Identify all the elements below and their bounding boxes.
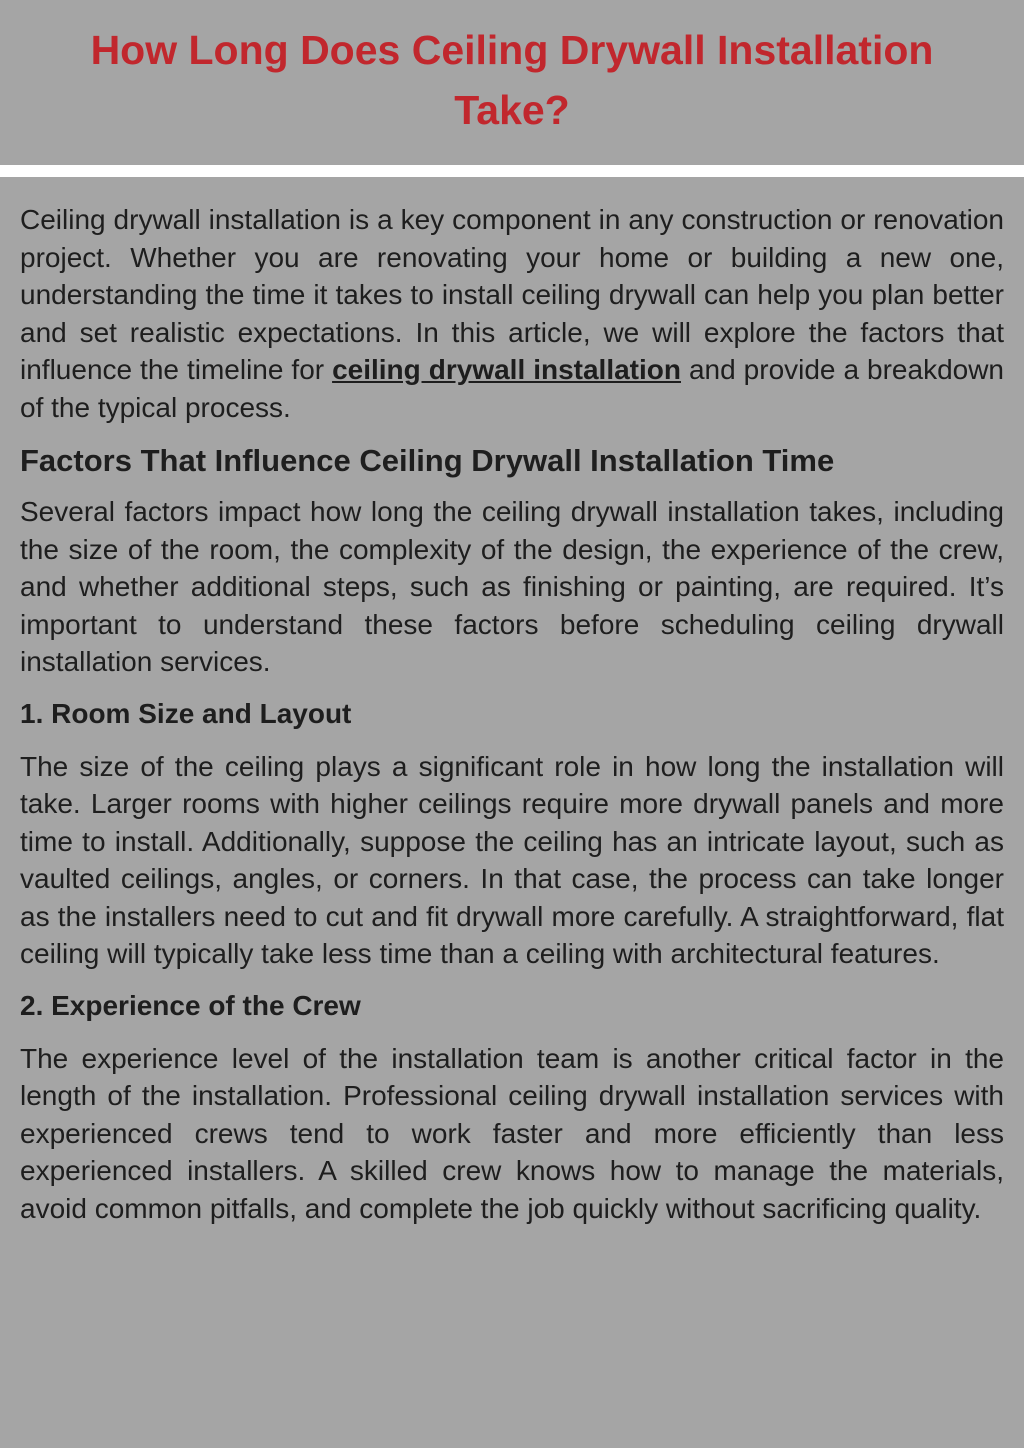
page-title: How Long Does Ceiling Drywall Installation Take? — [90, 27, 934, 133]
ceiling-drywall-installation-link[interactable]: ceiling drywall installation — [332, 354, 681, 385]
header-divider — [0, 165, 1024, 177]
intro-paragraph — [20, 201, 1004, 426]
section-paragraph: Several factors impact how long the ceiling drywall installation takes, including the size of the room, the complexity of the design, the experience of the crew, and whether additional steps, such as finishing or painting, are required. It’s important to understand these factors before scheduling ceiling drywall installation services. — [20, 496, 1004, 677]
intro-text-start: Ceiling drywall installation is a key component in any construction or renovation project. Whether you are renovating your home or building a new one, understanding the time it takes to install ceiling drywall can help you plan better and set realistic expectations. In this article, we will explore the factors that influence the timeline for — [20, 204, 1004, 385]
factor-heading-room-size: 1. Room Size and Layout — [20, 697, 352, 729]
section-heading: Factors That Influence Ceiling Drywall Installation Time — [20, 443, 835, 478]
factor-paragraph-crew-experience: The experience level of the installation team is another critical factor in the length of the installation. Professional ceiling drywall installation services with experienced crews tend to work faster and more efficiently than less experienced installers. A skilled crew knows how to manage the materials, avoid common pitfalls, and complete the job quickly without sacrificing quality. — [20, 1042, 1004, 1224]
factor-paragraph-room-size: The size of the ceiling plays a significant role in how long the installation will take. Larger rooms with higher ceilings require more drywall panels and more time to install. Additionally, suppose the ceiling has an intricate layout, such as vaulted ceilings, angles, or corners. In that case, the process can take longer as the installers need to cut and fit drywall more carefully. A straightforward, flat ceiling will typically take less time than a ceiling with architectural features. — [20, 750, 1004, 969]
factor-heading-crew-experience: 2. Experience of the Crew — [20, 989, 361, 1021]
article-body — [0, 177, 1024, 1227]
title-bar — [0, 0, 1024, 165]
intro-text-end: and provide a breakdown of the typical process. — [20, 354, 1005, 423]
